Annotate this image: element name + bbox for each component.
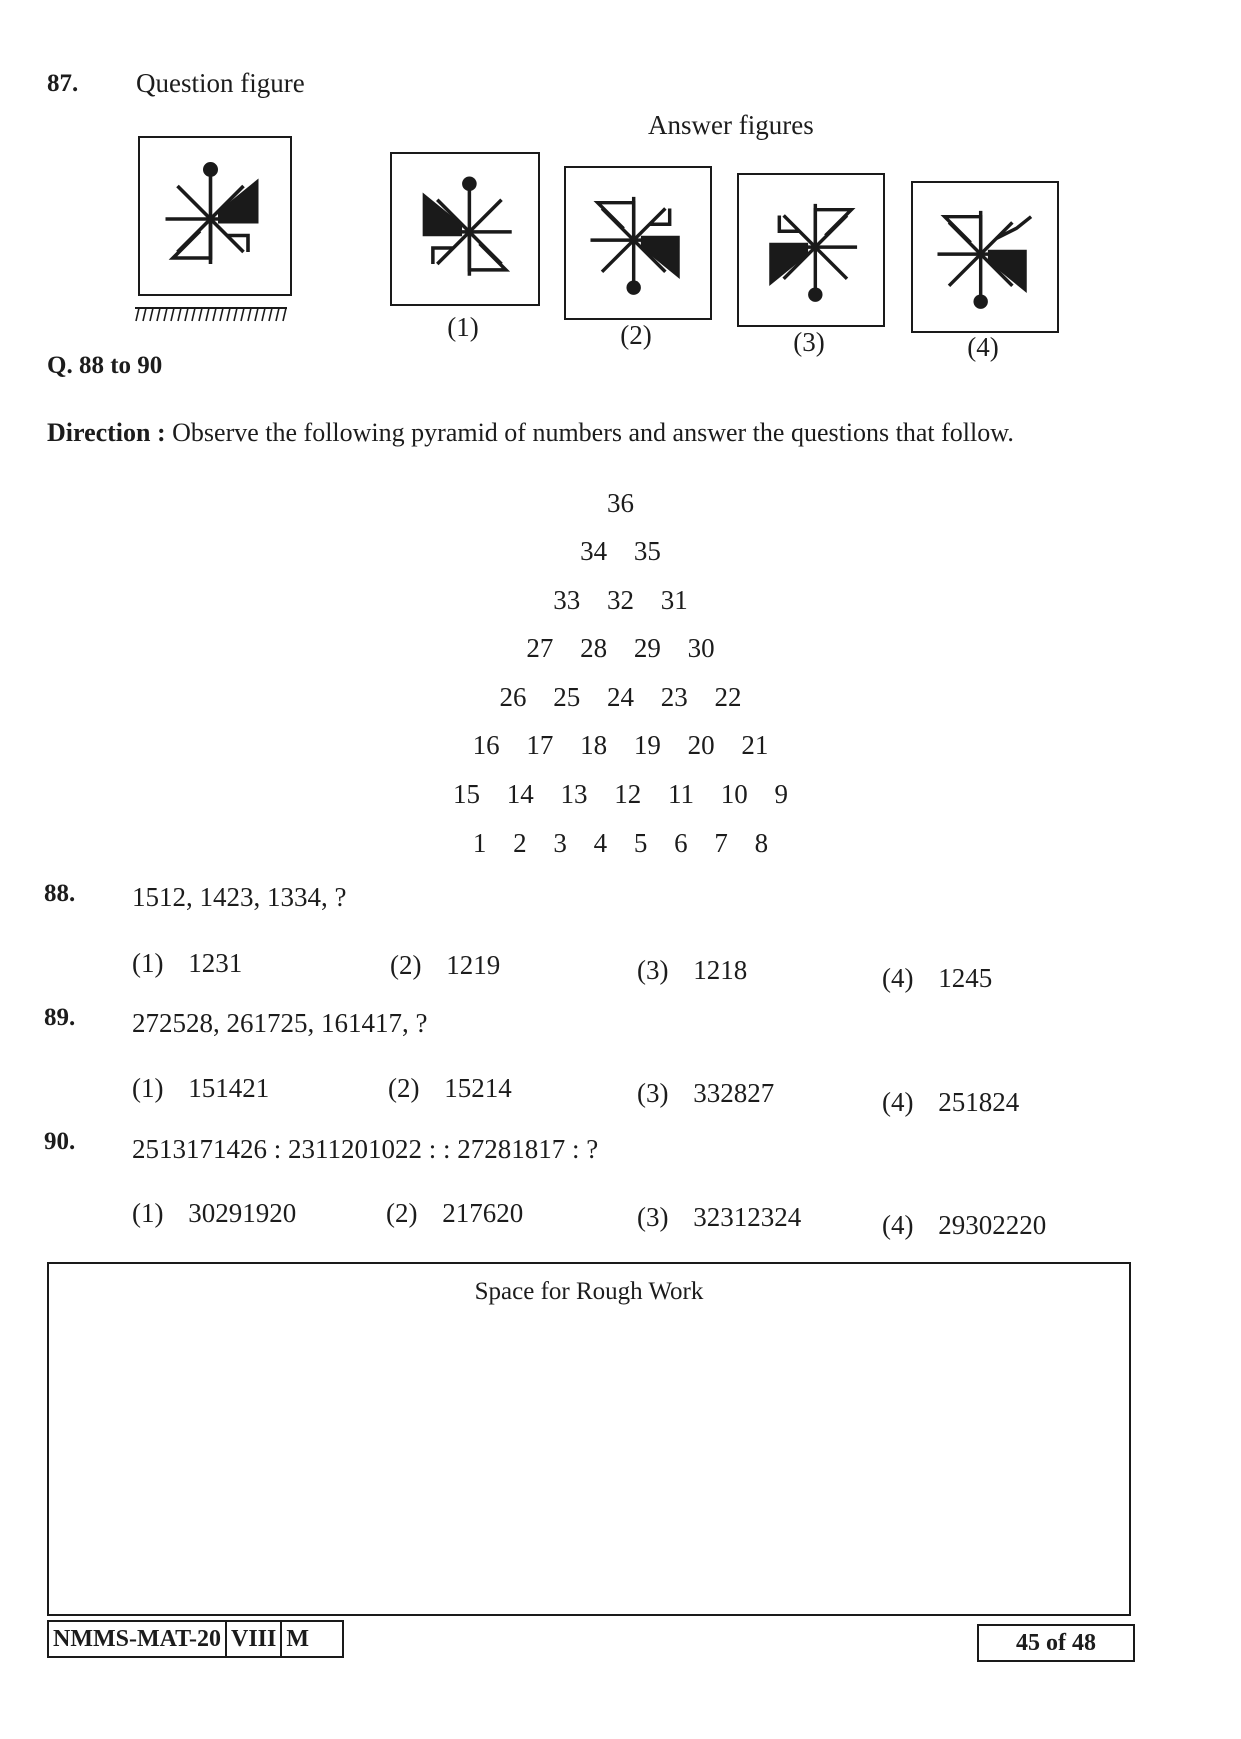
footer-medium: M [282,1620,344,1658]
q90-option-4-value: 29302220 [938,1210,1047,1240]
pyramid-row-2 [0,536,1241,567]
pyramid-number: 4 [593,828,608,858]
pyramid-number: 6 [674,828,688,858]
q88-option-4-label: (4) [882,963,914,993]
q89-option-2[interactable] [388,1073,512,1104]
answer-figures-label: Answer figures [648,110,814,140]
pyramid-row-1 [0,488,1241,519]
pyramid-row-3 [0,585,1241,616]
pyramid-number: 23 [660,682,688,712]
pyramid-number: 24 [607,682,634,712]
q90-option-2-label: (2) [386,1198,418,1228]
pyramid-number: 20 [687,730,715,760]
q90-text: 2513171426 : 2311201022 : : 27281817 : ? [132,1134,599,1164]
q90-option-3-value: 32312324 [693,1202,802,1232]
q90-option-2[interactable] [386,1198,523,1229]
pyramid-number: 35 [633,536,661,566]
section-range: Q. 88 to 90 [47,352,163,379]
pyramid-number: 26 [499,682,527,712]
q89-option-3-label: (3) [637,1078,669,1108]
q90-option-4[interactable] [882,1210,1046,1241]
pyramid-number: 5 [633,828,648,858]
answer-figure-4-label: (4) [967,332,999,362]
q88-option-3-value: 1218 [693,955,748,985]
q88-option-2[interactable] [390,950,500,981]
q89-option-1-value: 151421 [188,1073,270,1103]
answer-figure-4[interactable] [911,181,1059,333]
ground-hatch [135,306,287,322]
pyramid-number: 18 [580,730,608,760]
rough-work-title: Space for Rough Work [474,1278,704,1305]
q87-number: 87. [47,70,79,97]
pyramid-row-8 [0,828,1241,859]
pyramid-number: 3 [553,828,567,858]
q90-option-4-label: (4) [882,1210,914,1240]
q90-option-2-value: 217620 [442,1198,524,1228]
q89-option-2-label: (2) [388,1073,420,1103]
pyramid-number: 29 [633,633,661,663]
pyramid-number: 16 [472,730,500,760]
q88-option-2-value: 1219 [446,950,501,980]
answer-figure-1[interactable] [390,152,540,306]
q88-option-2-label: (2) [390,950,422,980]
q89-option-4[interactable] [882,1087,1019,1118]
q89-option-4-label: (4) [882,1087,914,1117]
q90-option-3[interactable] [637,1202,801,1233]
q90-option-3-label: (3) [637,1202,669,1232]
q89-option-3-value: 332827 [693,1078,775,1108]
question-figure-drawing [140,138,290,294]
pyramid-number: 14 [506,779,534,809]
pyramid-number: 33 [553,585,581,615]
pyramid-number: 31 [660,585,688,615]
q89-number: 89. [44,1004,76,1031]
q89-option-3[interactable] [637,1078,774,1109]
q89-option-1[interactable] [132,1073,269,1104]
pyramid-number: 15 [453,779,480,809]
pyramid-row-5 [0,682,1241,713]
pyramid-number: 7 [714,828,728,858]
q90-option-1[interactable] [132,1198,296,1229]
q89-option-2-value: 15214 [444,1073,512,1103]
q88-option-1-label: (1) [132,948,164,978]
answer-figure-4-drawing [913,183,1057,331]
q88-option-3[interactable] [637,955,747,986]
pyramid-number: 9 [774,779,788,809]
direction-text: Observe the following pyramid of numbers and answer the questions that follow. [172,418,1014,447]
answer-figure-2-label: (2) [620,320,652,350]
pyramid-number: 11 [668,779,694,809]
pyramid-number: 36 [607,488,634,518]
pyramid-number: 27 [526,633,554,663]
answer-figure-3-drawing [739,175,883,325]
pyramid-number: 12 [614,779,642,809]
rough-work-box[interactable] [47,1262,1131,1616]
q88-option-4-value: 1245 [938,963,993,993]
pyramid-row-6 [0,730,1241,761]
pyramid-number: 8 [754,828,769,858]
pyramid-number: 34 [580,536,608,566]
footer-class: VIII [227,1620,282,1658]
direction-label: Direction : [47,418,166,447]
q88-option-1[interactable] [132,948,242,979]
q89-text: 272528, 261725, 161417, ? [132,1008,428,1038]
q90-option-1-label: (1) [132,1198,164,1228]
pyramid-number: 22 [714,682,742,712]
pyramid-number: 10 [720,779,748,809]
pyramid-number: 21 [741,730,769,760]
question-figure-label: Question figure [136,68,305,98]
pyramid-number: 13 [560,779,588,809]
q88-option-4[interactable] [882,963,992,994]
pyramid-number: 32 [607,585,634,615]
pyramid-number: 19 [633,730,661,760]
pyramid-number: 30 [687,633,715,663]
pyramid-number: 2 [513,828,527,858]
q88-number: 88. [44,880,76,907]
pyramid-number: 28 [580,633,608,663]
answer-figure-2[interactable] [564,166,712,320]
answer-figure-1-drawing [392,154,538,304]
q88-text: 1512, 1423, 1334, ? [132,882,347,912]
answer-figure-3-label: (3) [793,327,825,357]
answer-figure-2-drawing [566,168,710,318]
pyramid-number: 1 [472,828,487,858]
q88-option-3-label: (3) [637,955,669,985]
footer-code-group [47,1620,344,1658]
q90-option-1-value: 30291920 [188,1198,297,1228]
q90-number: 90. [44,1128,76,1155]
pyramid-row-4 [0,633,1241,664]
pyramid-number: 25 [553,682,581,712]
answer-figure-3[interactable] [737,173,885,327]
pyramid-number: 17 [526,730,554,760]
footer-page-number: 45 of 48 [977,1624,1135,1662]
pyramid-row-7 [0,779,1241,810]
q89-option-1-label: (1) [132,1073,164,1103]
q88-option-1-value: 1231 [188,948,243,978]
footer-exam-code: NMMS-MAT-20 [47,1620,227,1658]
direction-line [47,418,1014,448]
answer-figure-1-label: (1) [447,312,479,342]
q89-option-4-value: 251824 [938,1087,1020,1117]
question-figure [138,136,292,296]
